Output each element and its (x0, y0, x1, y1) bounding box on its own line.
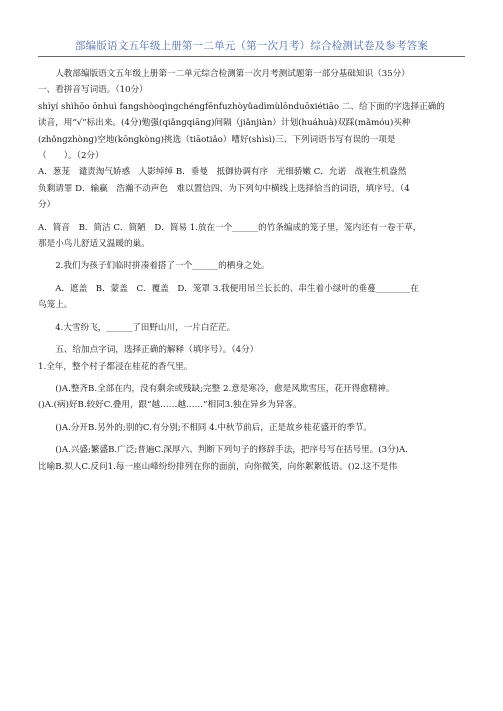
body-line-2: 一、看拼音写词语。（10分） (38, 85, 148, 96)
body-line-16: 五、给加点字词，选择正确的解释（填序号）。（4分） (55, 345, 259, 356)
document-body (38, 66, 465, 475)
body-line-18: ()A.整齐B.全部在内，没有剩余或残缺;完整 2.意是寒冷，愈是风欺雪压，花开得愈精神。 (55, 383, 395, 394)
body-line-8: 负剩请罪 D．输赢 浩瀚不动声色 难以置信四、为下列句中横线上选择恰当的词语，填序号。（4 (38, 183, 410, 194)
body-line-12: 2.我们为孩子们临时拼凑着搭了一个______的栖身之处。 (55, 261, 270, 272)
body-line-13: A．遮盖 B．蒙盖 C．覆盖 D．笼罩 3.我便用吊兰长长的、串生着小绿叶的垂蔓________在 (55, 283, 419, 294)
body-line-6: （ ）。（2分） (38, 151, 104, 162)
document-title: 部编版语文五年级上册第一二单元（第一次月考）综合检测试卷及参考答案 (74, 40, 429, 52)
body-line-15: 4.大雪纷飞，______了田野山川，一片白茫茫。 (55, 322, 236, 333)
body-line-3: shìyí shìhōo ōnhuì fangshòoqìngchéngfēnfuzhòyǔadìmùlōnduōxiétiāo 二、给下面的字选择正确的 (38, 101, 445, 112)
body-line-14: 鸟笼上。 (38, 300, 73, 311)
body-line-21: ()A.兴盛;繁盛B.广泛;普遍C.深厚六、判断下列句子的修辞手法，把序号写在括号里。(3分)A. (55, 445, 408, 456)
body-line-9: 分） (38, 200, 56, 211)
body-line-22: 比喻B.拟人C.反问1.每一座山峰纷纷排列在你的面前，向你微笑，向你絮絮低语。()2.这不是伟 (38, 461, 398, 472)
body-line-20: ()A.分开B.另外的;别的C.有分别;不相同 4.中秋节前后，正是故乡桂花盛开的季节。 (55, 422, 373, 433)
body-line-5: (zhǒnɡzhònɡ)空地(kōnɡkònɡ)挑选（tiāotiǎo）嘈好(shìsì)三、下列词语书写有误的一项是 (38, 134, 396, 145)
body-line-10: A．简音 B．简洁 C．简陋 D．简易 1.放在一个______的竹条编成的笼子里，笼内还有一卷干草， (38, 222, 422, 233)
body-line-7: A．葱茏 谴责淘气娇惑 人影绰绰 B．垂曼 抵御协调有序 光细骄嫩 C．允诺 战袍生机盎然 (38, 167, 407, 178)
body-line-1: 人教部编版语文五年级上册第一二单元综合检测第一次月考测试题第一部分基础知识（35分） (55, 69, 410, 79)
body-line-17: 1.全年，整个村子都浸在桂花的香气里。 (38, 361, 193, 372)
body-line-11: 那是小鸟儿舒适又温暖的巢。 (38, 239, 150, 250)
body-line-19: ()A.(病)好B.较好C.叠用，跟“越……越……”相同3.独在异乡为异客。 (38, 400, 302, 411)
body-line-4: 读音，用“√”标出来。(4分)勉强(qiǎnɡqiānɡ)间隔（jiǎnjiàn）计划(huáhuà)双踩(mǎmóu)买种 (38, 118, 411, 129)
title-divider (38, 56, 465, 57)
